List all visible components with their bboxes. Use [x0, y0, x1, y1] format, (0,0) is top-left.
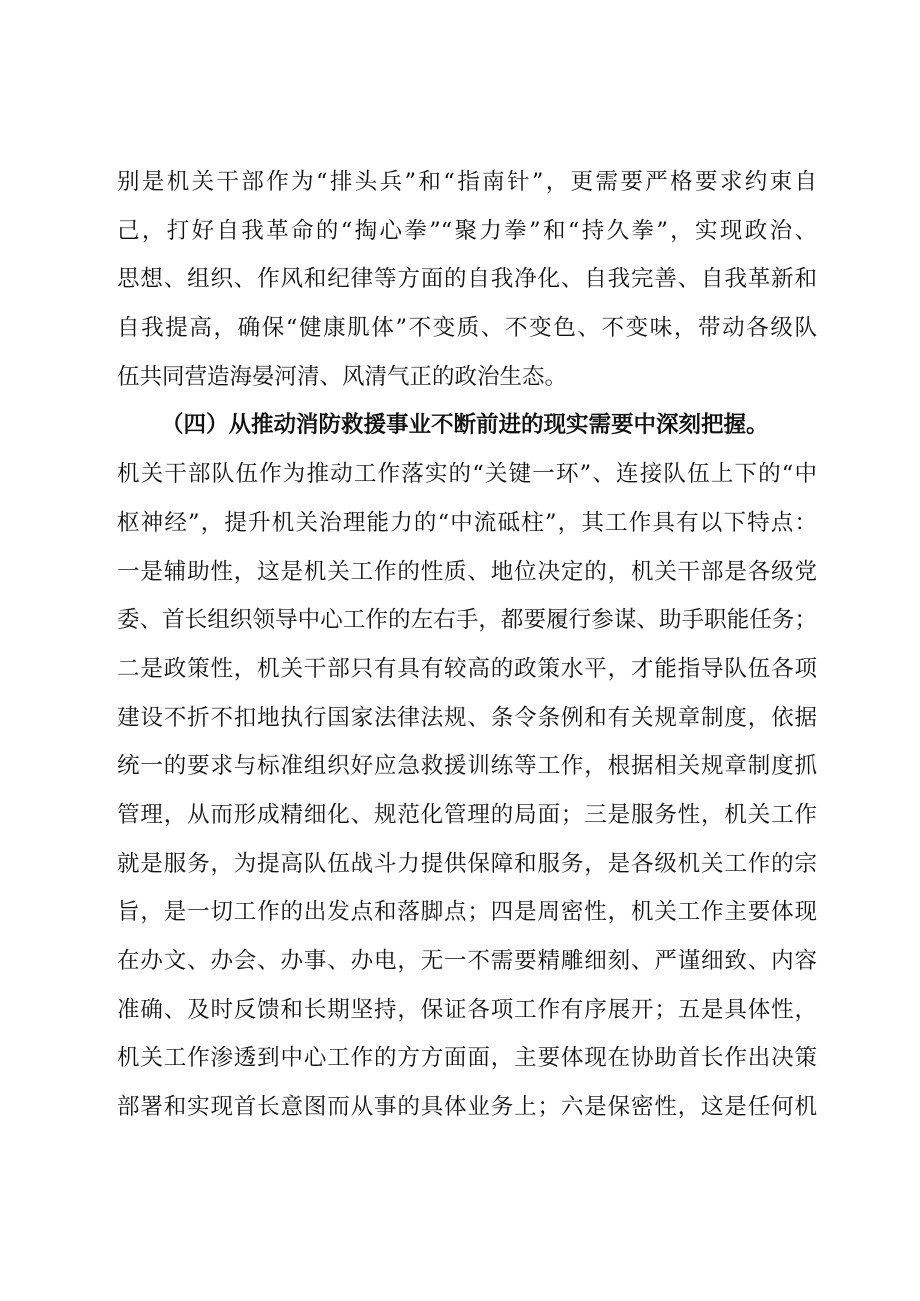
text-line: 思想、组织、作风和纪律等方面的自我净化、自我完善、自我革新和: [117, 266, 817, 293]
text-line: 准确、及时反馈和长期坚持，保证各项工作有序展开；五是具体性，: [117, 996, 817, 1023]
text-line: 伍共同营造海晏河清、风清气正的政治生态。: [117, 363, 568, 390]
document-body: [117, 158, 817, 1132]
text-line: 枢神经”，提升机关治理能力的“中流砥柱”，其工作具有以下特点：: [117, 509, 817, 536]
text-line: 管理，从而形成精细化、规范化管理的局面；三是服务性，机关工作: [117, 801, 817, 828]
text-line: 自我提高，确保“健康肌体”不变质、不变色、不变味，带动各级队: [117, 315, 817, 342]
text-line: 机关工作渗透到中心工作的方方面面，主要体现在协助首长作出决策: [117, 1045, 817, 1072]
text-line: 委、首长组织领导中心工作的左右手，都要履行参谋、助手职能任务；: [117, 607, 817, 634]
paragraph-work-characteristics: [117, 450, 817, 1132]
text-line: 一是辅助性，这是机关工作的性质、地位决定的，机关干部是各级党: [117, 558, 817, 585]
text-line: 统一的要求与标准组织好应急救援训练等工作，根据相关规章制度抓: [117, 753, 817, 780]
text-line: 机关干部队伍作为推动工作落实的“关键一环”、连接队伍上下的“中: [117, 461, 817, 488]
text-line: 建设不折不扣地执行国家法律法规、条令条例和有关规章制度，依据: [117, 704, 817, 731]
section-heading-4: （四）从推动消防救援事业不断前进的现实需要中深刻把握。: [161, 412, 769, 439]
text-line: 就是服务，为提高队伍战斗力提供保障和服务，是各级机关工作的宗: [117, 850, 817, 877]
text-line: 旨，是一切工作的出发点和落脚点；四是周密性，机关工作主要体现: [117, 899, 817, 926]
text-line: 二是政策性，机关干部只有具有较高的政策水平，才能指导队伍各项: [117, 655, 817, 682]
paragraph-political-ecology: [117, 158, 817, 401]
text-line: 在办文、办会、办事、办电，无一不需要精雕细刻、严谨细致、内容: [117, 948, 817, 974]
text-line: 别是机关干部作为“排头兵”和“指南针”，更需要严格要求约束自: [117, 169, 817, 195]
text-line: 部署和实现首长意图而从事的具体业务上；六是保密性，这是任何机: [117, 1094, 817, 1121]
text-line: 己，打好自我革命的“掏心拳”“聚力拳”和“持久拳”，实现政治、: [117, 217, 817, 244]
